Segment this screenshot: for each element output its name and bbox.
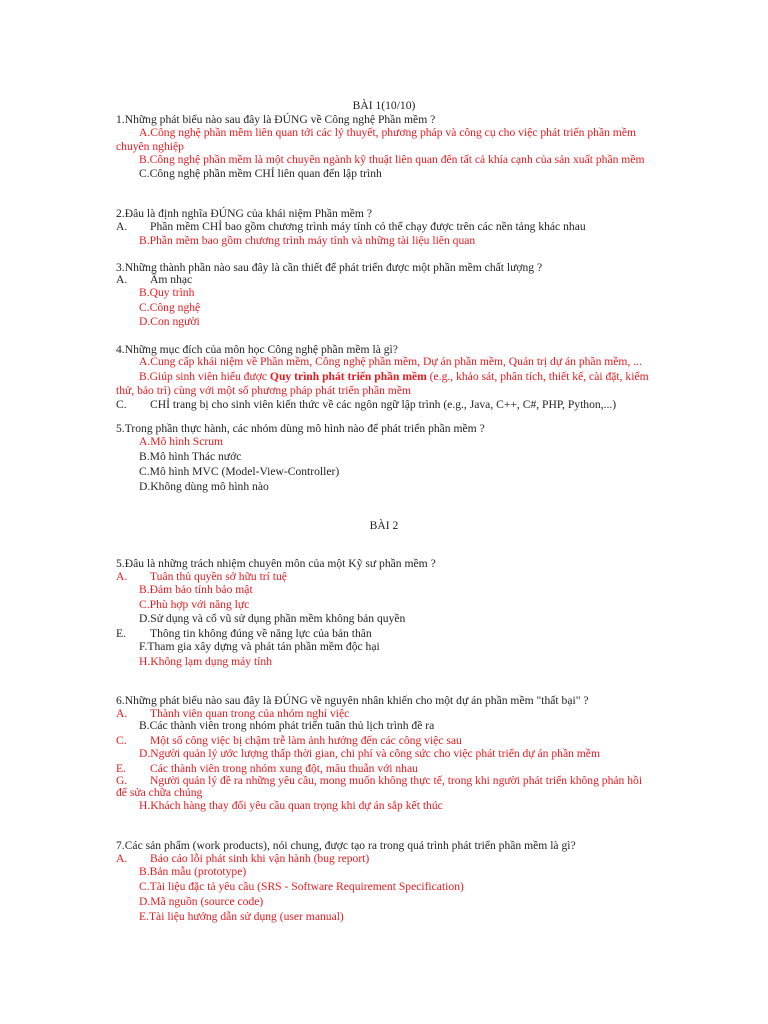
q4-option-c: CHỈ trang bị cho sinh viên kiến thức về các ngôn ngữ lập trình (e.g., Java, C++, C#, PHP, Python,...) — [150, 398, 617, 411]
question-1: 1.Những phát biểu nào sau đây là ĐÚNG về Công nghệ Phần mềm ? — [116, 113, 436, 126]
q5b-option-e: Thông tin không đúng về năng lực của bản thân — [150, 627, 372, 640]
q1-option-a-cont: chuyên nghiệp — [116, 140, 184, 153]
q3-option-b: B.Quy trình — [139, 286, 195, 299]
question-7: 7.Các sản phẩm (work products), nói chung, được tạo ra trong quá trình phát triển phần mềm là gì? — [116, 839, 576, 852]
q7-option-a: Báo cáo lỗi phát sinh khi vận hành (bug report) — [150, 852, 370, 865]
q5b-option-b: B.Đảm bảo tính bảo mật — [139, 583, 253, 596]
q2-option-a: Phần mềm CHỈ bao gồm chương trình máy tính có thể chạy được trên các nền tảng khác nhau — [150, 220, 586, 233]
q7-option-c: C.Tài liệu đặc tả yêu cầu (SRS - Software Requirement Specification) — [139, 880, 464, 893]
q6-option-d: D.Người quản lý ước lượng thấp thời gian, chi phí và công sức cho việc phát triển dự án phần mềm — [139, 747, 600, 760]
q7-option-d: D.Mã nguồn (source code) — [139, 895, 264, 908]
q7-option-e: E.Tài liệu hướng dẫn sử dụng (user manual) — [139, 910, 344, 923]
question-5b: 5.Đâu là những trách nhiệm chuyên môn của một Kỹ sư phần mềm ? — [116, 557, 436, 570]
q5a-option-a: A.Mô hình Scrum — [139, 435, 224, 448]
q5b-option-f: F.Tham gia xây dựng và phát tán phần mềm độc hại — [139, 640, 380, 653]
q2-option-a-letter: A. — [116, 220, 128, 233]
q7-option-a-letter: A. — [116, 852, 128, 865]
q6-option-a: Thành viên quan trong của nhóm nghỉ việc — [150, 707, 350, 720]
q1-option-c: C.Công nghệ phần mềm CHỈ liên quan đến lập trình — [139, 167, 382, 180]
q3-option-a: Âm nhạc — [150, 273, 193, 286]
q1-option-b: B.Công nghệ phần mềm là một chuyên ngành kỹ thuật liên quan đến tất cả khía cạnh của sản xuất phần mềm — [139, 153, 645, 166]
section-title-1: BÀI 1(10/10) — [352, 99, 416, 112]
q7-option-b: B.Bản mẫu (prototype) — [139, 865, 247, 878]
q2-option-b: B.Phần mềm bao gồm chương trình máy tính và những tài liệu liên quan — [139, 234, 476, 247]
q4-option-a: A.Cung cấp khái niệm về Phần mềm, Công nghệ phần mềm, Dự án phần mềm, Quản trị dự án phần mềm, ... — [139, 355, 642, 368]
q3-option-d: D.Con người — [139, 315, 200, 328]
q5a-option-d: D.Không dùng mô hình nào — [139, 480, 269, 493]
q4-option-c-letter: C. — [116, 398, 127, 411]
q6-option-g-letter: G. — [116, 774, 128, 787]
question-6: 6.Những phát biểu nào sau đây là ĐÚNG về nguyên nhân khiến cho một dự án phần mềm "thất bại" ? — [116, 694, 589, 707]
q6-option-e: Các thành viên trong nhóm xung đột, mâu thuẫn với nhau — [150, 762, 418, 775]
question-3: 3.Những thành phần nào sau đây là cần thiết để phát triển được một phần mềm chất lượng ? — [116, 261, 543, 274]
q3-option-c: C.Công nghệ — [139, 301, 201, 314]
q3-option-a-letter: A. — [116, 273, 128, 286]
q5b-option-e-letter: E. — [116, 627, 126, 640]
q5b-option-d: D.Sử dụng và cổ vũ sử dụng phần mềm không bản quyền — [139, 612, 406, 625]
section-title-2: BÀI 2 — [369, 519, 399, 532]
q5b-option-c: C.Phù hợp với năng lực — [139, 598, 250, 611]
q6-option-c-letter: C. — [116, 734, 127, 747]
question-4: 4.Những mục đích của môn học Công nghệ phần mềm là gì? — [116, 343, 398, 356]
q6-option-c: Một số công việc bị chậm trễ làm ảnh hưởng đến các công việc sau — [150, 734, 462, 747]
q4-option-b-pre: B.Giúp sinh viên hiểu được — [139, 370, 270, 383]
q5a-option-c: C.Mô hình MVC (Model-View-Controller) — [139, 465, 340, 478]
q5b-option-a: Tuân thủ quyền sở hữu trí tuệ — [150, 570, 287, 583]
question-5a: 5.Trong phần thực hành, các nhóm dùng mô hình nào để phát triển phần mềm ? — [116, 422, 485, 435]
q4-option-b-cont: thử, bảo trì) cùng với một số phương pháp phát triển phần mềm — [116, 384, 411, 397]
q5a-option-b: B.Mô hình Thác nước — [139, 450, 242, 463]
q4-option-b — [139, 370, 649, 383]
q6-option-h: H.Khách hàng thay đổi yêu cầu quan trọng khi dự án sắp kết thúc — [139, 799, 443, 812]
q1-option-a: A.Công nghệ phần mềm liên quan tới các lý thuyết, phương pháp và công cụ cho việc phát triển phần mềm — [139, 126, 636, 139]
q5b-option-a-letter: A. — [116, 570, 128, 583]
q6-option-b: B.Các thành viên trong nhóm phát triển tuân thủ lịch trình đề ra — [139, 719, 435, 732]
q6-option-e-letter: E. — [116, 762, 126, 775]
q6-option-a-letter: A. — [116, 707, 128, 720]
q6-option-g: Người quản lý đề ra những yêu cầu, mong muốn không thực tế, trong khi người phát triển không phản hồi — [150, 774, 643, 787]
question-2: 2.Đâu là định nghĩa ĐÚNG của khái niệm Phần mềm ? — [116, 207, 372, 220]
q4-option-b-bold: Quy trình phát triển phần mềm — [269, 370, 427, 383]
q5b-option-h: H.Không lạm dụng máy tính — [139, 655, 272, 668]
q6-option-g-cont: để sửa chữa chúng — [116, 786, 203, 799]
q4-option-b-post: (e.g., khảo sát, phân tích, thiết kế, cài đặt, kiểm — [426, 370, 649, 383]
